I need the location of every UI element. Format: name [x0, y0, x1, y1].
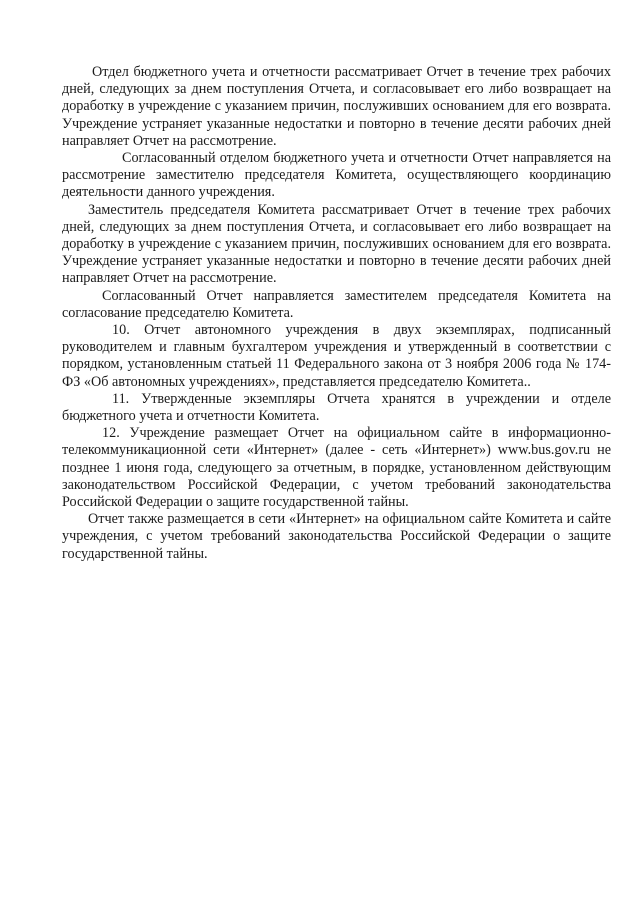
document-page [62, 64, 611, 563]
paragraph-review-by-deputy: Заместитель председателя Комитета рассматривает Отчет в течение трех рабочих дней, следующих за днем поступления Отчета, и согласовывает его либо возвращает на доработку в учреждение с указанием причин, послуживших основанием для его возврата. Учреждение устраняет указанные недостатки и повторно в течение десяти рабочих дней направляет Отчет на рассмотрение. [62, 201, 611, 287]
paragraph-approved-report-to-deputy: Согласованный отделом бюджетного учета и отчетности Отчет направляется на рассмотрение заместителю председателя Комитета, осуществляющего координацию деятельности данного учреждения. [62, 150, 611, 201]
paragraph-item-12: 12. Учреждение размещает Отчет на официальном сайте в информационно-телекоммуникационной сети «Интернет» (далее - сеть «Интернет») www.bus.gov.ru не позднее 1 июня года, следующего за отчетным, в порядке, установленном действующим законодательством Российской Федерации, с учетом требований законодательства Российской Федерации о защите государственной тайны. [62, 425, 611, 511]
paragraph-approval-by-chairman: Согласованный Отчет направляется заместителем председателя Комитета на согласование председателю Комитета. [62, 287, 611, 321]
paragraph-review-by-accounting-dept: Отдел бюджетного учета и отчетности рассматривает Отчет в течение трех рабочих дней, следующих за днем поступления Отчета, и согласовывает его либо возвращает на доработку в учреждение с указанием причин, послуживших основанием для его возврата. Учреждение устраняет указанные недостатки и повторно в течение десяти рабочих дней направляет Отчет на рассмотрение. [62, 64, 611, 149]
paragraph-item-10: 10. Отчет автономного учреждения в двух экземплярах, подписанный руководителем и главным бухгалтером учреждения и утвержденный в соответствии с порядком, установленным статьей 11 Федерального закона от 3 ноября 2006 года № 174-ФЗ «Об автономных учреждениях», представляется председателю Комитета.. [62, 322, 611, 390]
paragraph-publication-on-website: Отчет также размещается в сети «Интернет» на официальном сайте Комитета и сайте учреждения, с учетом требований законодательства Российской Федерации о защите государственной тайны. [62, 511, 611, 562]
paragraph-item-11: 11. Утвержденные экземпляры Отчета хранятся в учреждении и отделе бюджетного учета и отчетности Комитета. [62, 390, 611, 425]
